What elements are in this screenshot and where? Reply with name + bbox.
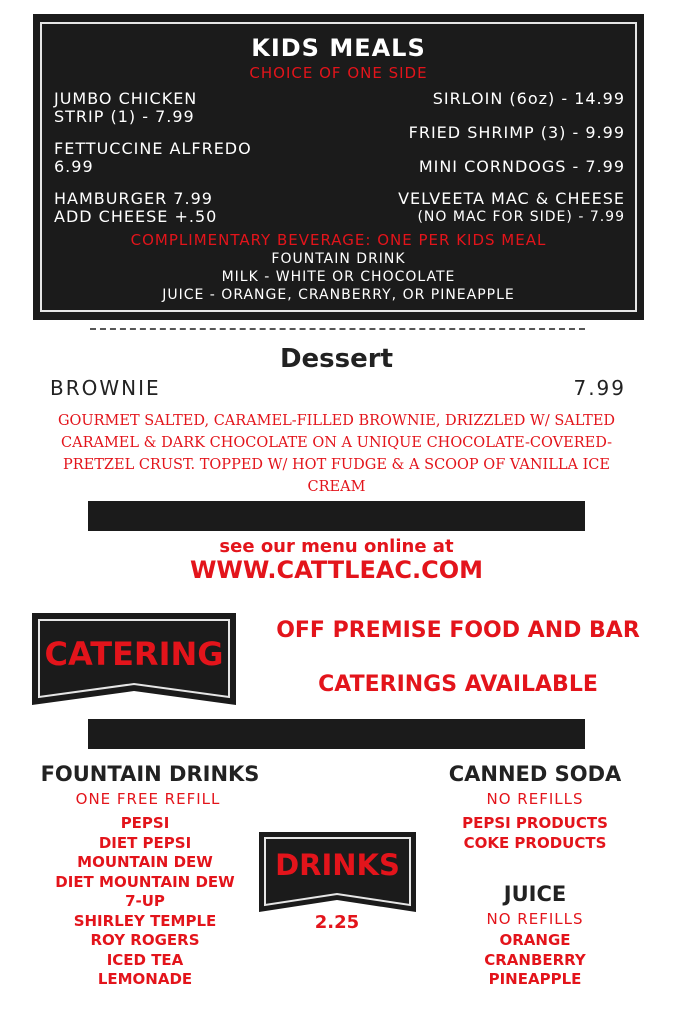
kids-item-sirloin: SIRLOIN (6oz) - 14.99 — [432, 89, 625, 108]
website-link[interactable]: WWW.CATTLEAC.COM — [189, 556, 484, 584]
fountain-drinks-subtitle: ONE FREE REFILL — [75, 790, 221, 808]
kids-item-hamburger-line1: HAMBURGER 7.99 — [54, 189, 213, 208]
canned-soda-list — [430, 814, 640, 853]
list-item: LEMONADE — [97, 970, 193, 988]
kids-meals-title: KIDS MEALS — [251, 34, 426, 62]
dessert-title: Dessert — [279, 344, 394, 374]
kids-meals-panel — [33, 14, 644, 320]
drinks-price: 2.25 — [314, 912, 360, 933]
list-item: PINEAPPLE — [488, 970, 582, 988]
drinks-badge — [259, 832, 416, 916]
list-item: ROY ROGERS — [90, 931, 200, 949]
brownie-price: 7.99 — [573, 376, 626, 400]
kids-item-chicken-line1: JUMBO CHICKEN — [54, 89, 198, 108]
kids-beverage-milk: MILK - WHITE OR CHOCOLATE — [221, 269, 456, 285]
fountain-drinks-title: FOUNTAIN DRINKS — [40, 762, 260, 786]
list-item: COKE PRODUCTS — [463, 833, 607, 852]
kids-item-shrimp: FRIED SHRIMP (3) - 9.99 — [408, 123, 625, 142]
list-item: ORANGE — [499, 931, 571, 949]
canned-soda-title: CANNED SODA — [448, 762, 622, 786]
kids-item-mac-line2: (NO MAC FOR SIDE) - 7.99 — [417, 209, 625, 225]
see-menu-online-text: see our menu online at — [219, 536, 454, 557]
canned-soda-subtitle: NO REFILLS — [486, 790, 584, 808]
catering-badge-label: CATERING — [44, 635, 224, 673]
catering-badge — [32, 613, 236, 709]
kids-item-hamburger-line2: ADD CHEESE +.50 — [54, 207, 218, 226]
fountain-drinks-list — [30, 814, 260, 990]
drinks-badge-label: DRINKS — [275, 848, 400, 882]
kids-item-fettuccine-line1: FETTUCCINE ALFREDO — [54, 139, 252, 158]
kids-beverage-heading: COMPLIMENTARY BEVERAGE: ONE PER KIDS MEAL — [130, 231, 547, 249]
juice-list — [430, 931, 640, 990]
list-item: PEPSI — [120, 814, 170, 832]
list-item: 7-UP — [125, 892, 165, 910]
brownie-description: GOURMET SALTED, CARAMEL-FILLED BROWNIE, DRIZZLED W/ SALTED CARAMEL & DARK CHOCOLATE ON A UNIQUE CHOCOLATE-COVERED-PRETZEL CRUST. TOPPED W/ HOT FUDGE & A SCOOP OF VANILLA ICE CREAM — [57, 413, 616, 495]
list-item: ICED TEA — [106, 950, 184, 969]
juice-subtitle: NO REFILLS — [486, 910, 584, 928]
kids-meals-subtitle: CHOICE OF ONE SIDE — [249, 64, 428, 82]
divider-bar — [88, 501, 585, 531]
kids-beverage-juice: JUICE - ORANGE, CRANBERRY, OR PINEAPPLE — [162, 287, 515, 303]
list-item: DIET PEPSI — [98, 833, 192, 852]
list-item: PEPSI PRODUCTS — [462, 814, 608, 832]
list-item: MOUNTAIN DEW — [77, 853, 213, 871]
list-item: DIET MOUNTAIN DEW — [55, 872, 235, 891]
catering-line-2: CATERINGS AVAILABLE — [318, 672, 598, 697]
brownie-name: BROWNIE — [50, 376, 161, 400]
list-item: CRANBERRY — [484, 950, 586, 969]
divider-bar-2 — [88, 719, 585, 749]
kids-item-mac-line1: VELVEETA MAC & CHEESE — [398, 189, 625, 208]
list-item: SHIRLEY TEMPLE — [73, 911, 217, 930]
kids-item-fettuccine-line2: 6.99 — [54, 157, 94, 176]
kids-beverage-fountain: FOUNTAIN DRINK — [271, 251, 406, 267]
dashed-divider — [90, 328, 585, 330]
juice-title: JUICE — [503, 882, 567, 906]
kids-item-corndogs: MINI CORNDOGS - 7.99 — [418, 157, 625, 176]
kids-item-chicken-line2: STRIP (1) - 7.99 — [54, 107, 195, 126]
catering-line-1: OFF PREMISE FOOD AND BAR — [276, 618, 640, 643]
